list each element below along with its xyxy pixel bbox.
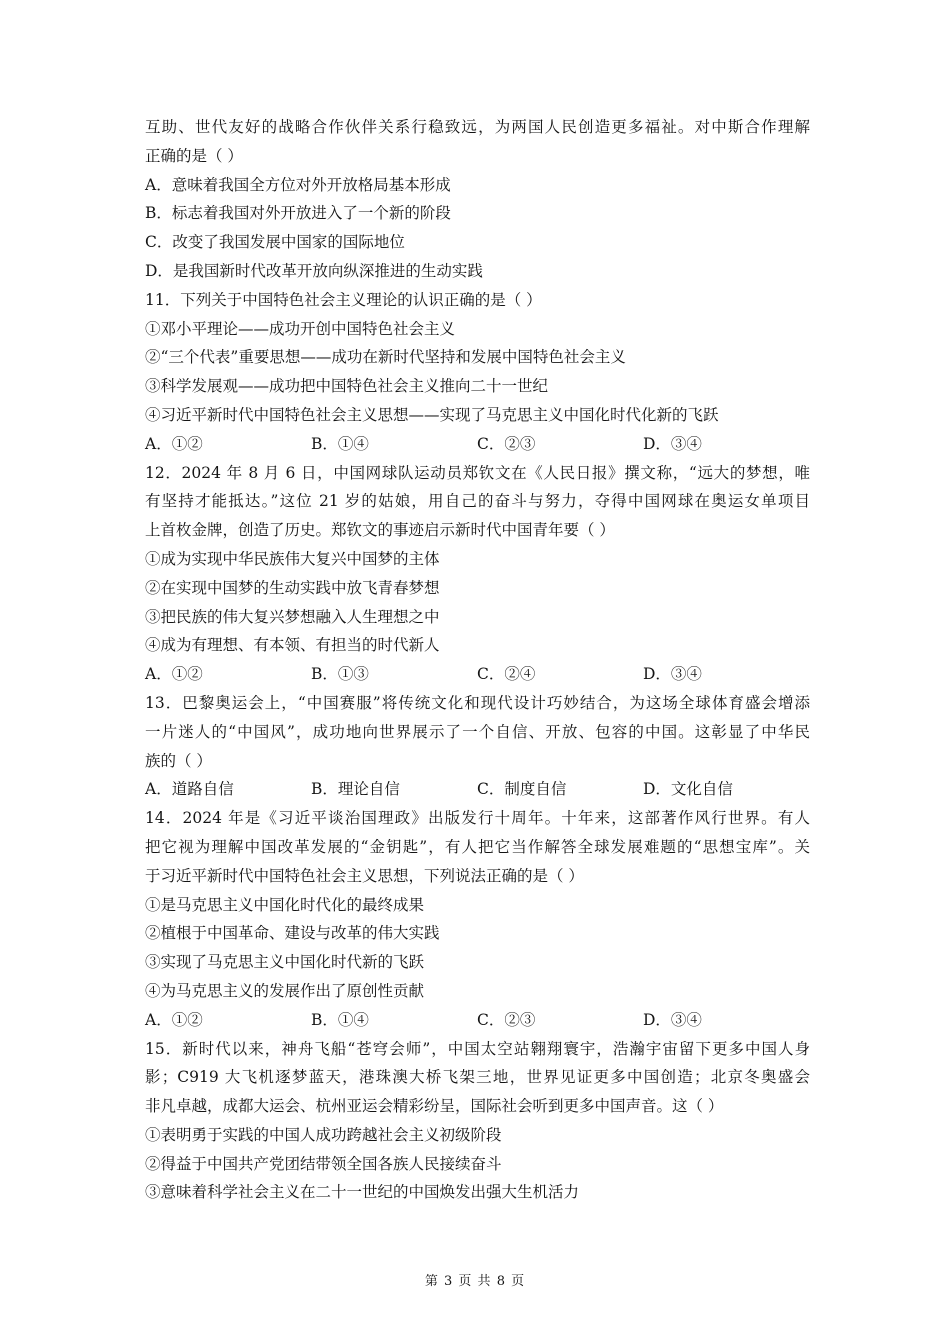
- choices-row: [145, 660, 810, 689]
- statement-2: ②在实现中国梦的生动实践中放飞青春梦想: [145, 578, 440, 597]
- choice-a: A．①②: [145, 434, 203, 453]
- question-stem-line: 影；C919 大飞机逐梦蓝天，港珠澳大桥飞架三地，世界见证更多中国创造；北京冬奥盛会: [145, 1068, 810, 1087]
- question-stem-line: 于习近平新时代中国特色社会主义思想，下列说法正确的是（ ）: [145, 866, 584, 885]
- choice-c: C．②④: [477, 665, 536, 684]
- choice-d: D．文化自信: [643, 780, 733, 799]
- statement-3: ③意味着科学社会主义在二十一世纪的中国焕发出强大生机活力: [145, 1183, 580, 1202]
- option-d: D．是我国新时代改革开放向纵深推进的生动实践: [145, 261, 483, 280]
- statement-3: ③科学发展观——成功把中国特色社会主义推向二十一世纪: [145, 377, 549, 396]
- question-stem-line: 上首枚金牌，创造了历史。郑钦文的事迹启示新时代中国青年要（ ）: [145, 521, 615, 540]
- question-15: [145, 1035, 810, 1208]
- question-13: [145, 689, 810, 804]
- question-stem-line: 互助、世代友好的战略合作伙伴关系行稳致远，为两国人民创造更多福祉。对中斯合作理解: [145, 118, 810, 136]
- choice-a: A．①②: [145, 1010, 203, 1029]
- question-stem-line: 15．新时代以来，神舟飞船“苍穹会师”，中国太空站翱翔寰宇，浩瀚宇宙留下更多中国人身: [145, 1039, 810, 1058]
- question-stem-line: 14．2024 年是《习近平谈治国理政》出版发行十周年。十年来，这部著作风行世界。有人: [145, 809, 810, 828]
- choices-row: [145, 775, 810, 804]
- choice-b: B．①④: [311, 434, 369, 453]
- choice-b: B．①③: [311, 665, 369, 684]
- option-a: A．意味着我国全方位对外开放格局基本形成: [145, 175, 451, 194]
- statement-1: ①成为实现中华民族伟大复兴中国梦的主体: [145, 549, 440, 568]
- statement-1: ①是马克思主义中国化时代化的最终成果: [145, 895, 425, 914]
- question-stem-line: 一片迷人的“中国风”，成功地向世界展示了一个自信、开放、包容的中国。这彰显了中华民: [145, 722, 810, 741]
- statement-2: ②得益于中国共产党团结带领全国各族人民接续奋斗: [145, 1154, 502, 1173]
- question-10: [145, 113, 810, 286]
- choice-b: B．①④: [311, 1010, 369, 1029]
- question-12: [145, 459, 810, 689]
- page-number-footer: 第 3 页 共 8 页: [424, 1274, 526, 1289]
- statement-4: ④习近平新时代中国特色社会主义思想——实现了马克思主义中国化时代化新的飞跃: [145, 405, 719, 424]
- statement-4: ④成为有理想、有本领、有担当的时代新人: [145, 636, 440, 655]
- choices-row: [145, 430, 810, 459]
- statement-3: ③把民族的伟大复兴梦想融入人生理想之中: [145, 607, 440, 626]
- choice-d: D．③④: [643, 665, 702, 684]
- choice-a: A．道路自信: [145, 780, 234, 799]
- question-stem-line: 有坚持才能抵达。”这位 21 岁的姑娘，用自己的奋斗与努力，夺得中国网球在奥运女单项目: [145, 492, 810, 511]
- question-stem-line: 12．2024 年 8 月 6 日，中国网球队运动员郑钦文在《人民日报》撰文称，“远大的梦想，唯: [145, 463, 810, 482]
- choice-d: D．③④: [643, 1010, 702, 1029]
- question-stem-line: 正确的是（ ）: [145, 146, 243, 165]
- question-stem-line: 非凡卓越，成都大运会、杭州亚运会精彩纷呈，国际社会听到更多中国声音。这（ ）: [145, 1097, 724, 1116]
- statement-3: ③实现了马克思主义中国化时代新的飞跃: [145, 953, 425, 972]
- choice-a: A．①②: [145, 665, 203, 684]
- choice-d: D．③④: [643, 434, 702, 453]
- statement-2: ②植根于中国革命、建设与改革的伟大实践: [145, 924, 440, 943]
- choice-c: C．②③: [477, 1010, 536, 1029]
- choice-c: C．制度自信: [477, 780, 567, 799]
- question-stem-line: 11．下列关于中国特色社会主义理论的认识正确的是（ ）: [145, 290, 542, 309]
- exam-page: [145, 113, 810, 1207]
- statement-2: ②“三个代表”重要思想——成功在新时代坚持和发展中国特色社会主义: [145, 348, 626, 367]
- statement-1: ①邓小平理论——成功开创中国特色社会主义: [145, 319, 456, 338]
- question-14: [145, 804, 810, 1034]
- question-11: [145, 286, 810, 459]
- statement-4: ④为马克思主义的发展作出了原创性贡献: [145, 981, 425, 1000]
- choices-row: [145, 1006, 810, 1035]
- question-stem-line: 把它视为理解中国改革发展的“金钥匙”，有人把它当作解答全球发展难题的“思想宝库”。关: [145, 837, 810, 856]
- option-b: B．标志着我国对外开放进入了一个新的阶段: [145, 204, 451, 223]
- question-stem-line: 族的（ ）: [145, 751, 212, 770]
- choice-b: B．理论自信: [311, 780, 400, 799]
- choice-c: C．②③: [477, 434, 536, 453]
- question-stem-line: 13．巴黎奥运会上，“中国赛服”将传统文化和现代设计巧妙结合，为这场全球体育盛会增添: [145, 693, 810, 712]
- option-c: C．改变了我国发展中国家的国际地位: [145, 233, 405, 252]
- statement-1: ①表明勇于实践的中国人成功跨越社会主义初级阶段: [145, 1125, 502, 1144]
